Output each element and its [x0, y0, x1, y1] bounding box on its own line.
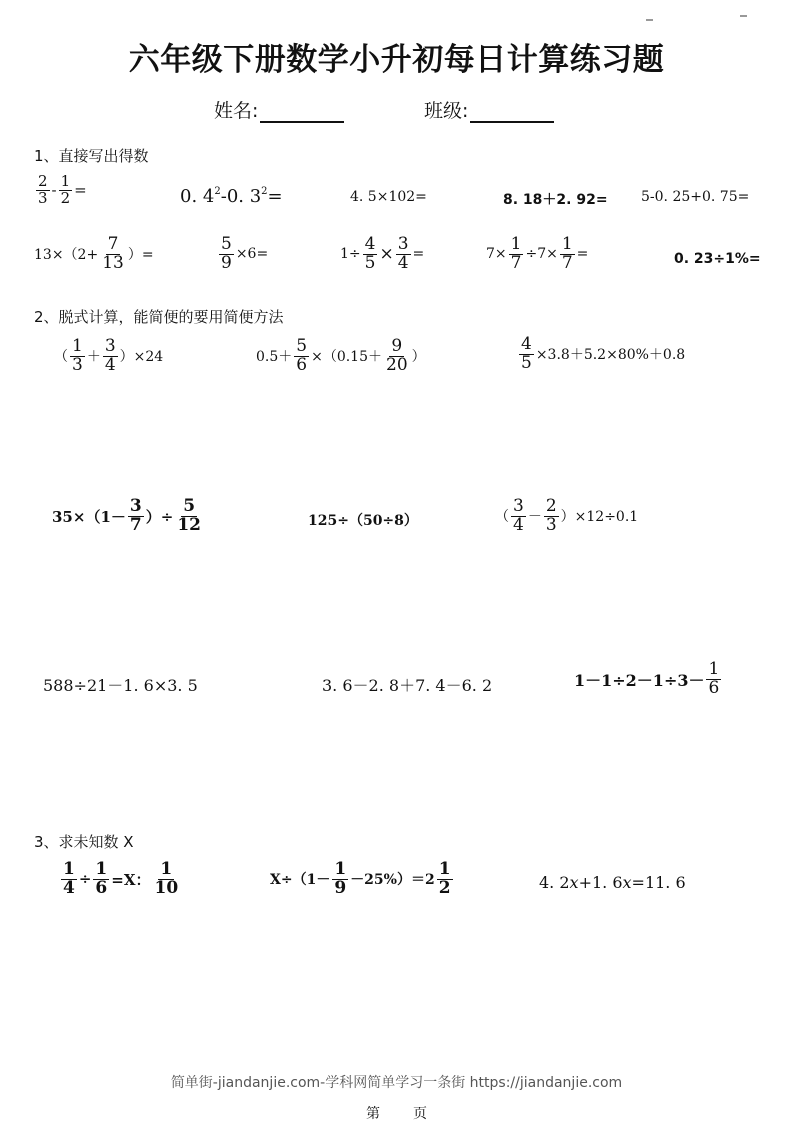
term: X÷（1－: [270, 872, 331, 889]
numerator: 1: [708, 659, 720, 679]
exercise-2-3: [517, 336, 685, 373]
term: 0.5＋: [256, 349, 293, 366]
class-label: 班级:: [424, 100, 469, 122]
term: ×（0.15＋: [311, 349, 382, 366]
denominator: 13: [102, 252, 124, 273]
exercise-1-7: [217, 236, 268, 273]
exponent: 2: [261, 186, 268, 197]
term: ×6=: [235, 246, 269, 263]
numerator: 4: [364, 234, 376, 254]
term: -0. 3: [220, 186, 262, 207]
term: 7×: [486, 246, 507, 263]
exercise-3-3: [539, 873, 686, 892]
numerator: 1: [95, 859, 108, 879]
denominator: 10: [154, 877, 179, 898]
section-heading-1: 1、直接写出得数: [34, 147, 149, 165]
term: 35×（1－: [52, 507, 126, 526]
equals: =: [412, 246, 425, 263]
term: 0. 4: [180, 186, 215, 207]
numerator: 1: [510, 234, 522, 254]
equals: =: [74, 181, 87, 200]
exercise-1-8: [340, 236, 424, 273]
variable: x: [622, 873, 632, 892]
operator: ＋: [86, 349, 101, 366]
exercise-2-5: 125÷（50÷8）: [308, 513, 418, 529]
class-field: [424, 96, 554, 123]
denominator: 3: [38, 188, 48, 207]
term: ）×24: [119, 349, 164, 366]
term: （: [495, 509, 509, 526]
numerator: 5: [221, 234, 232, 254]
numerator: 1: [561, 234, 573, 254]
exercise-2-1: [54, 338, 163, 375]
numerator: 1: [72, 336, 83, 356]
exercise-2-2: [256, 338, 426, 375]
numerator: 5: [183, 496, 196, 516]
exercise-2-4: [52, 498, 205, 535]
numerator: 1: [160, 859, 173, 879]
term: =11. 6: [631, 873, 686, 892]
numerator: 3: [513, 496, 524, 516]
name-field: [214, 96, 344, 123]
denominator: 20: [386, 354, 408, 375]
exercise-1-9: [486, 236, 588, 273]
denominator: 4: [63, 877, 75, 898]
exercise-3-1: [59, 861, 182, 898]
term: =X：: [111, 870, 151, 889]
scan-mark: [646, 19, 653, 21]
numerator: 1: [438, 859, 451, 879]
exercise-1-5: 5-0. 25+0. 75=: [641, 189, 750, 205]
scan-mark: [740, 15, 747, 17]
numerator: 3: [397, 234, 409, 254]
operator: ÷: [78, 870, 92, 889]
section-heading-3: 3、求未知数 X: [34, 833, 134, 851]
exercise-2-7: 588÷21－1. 6×3. 5: [43, 676, 198, 695]
numerator: 4: [521, 334, 532, 354]
denominator: 7: [129, 514, 142, 535]
numerator: 1: [334, 859, 347, 879]
term: －25%）＝2: [350, 872, 435, 889]
variable: x: [569, 873, 579, 892]
numerator: 1: [60, 172, 71, 190]
denominator: 12: [177, 514, 201, 535]
term: 13×（2+: [34, 247, 99, 264]
exercise-1-1: [34, 174, 87, 207]
term: ）: [411, 349, 426, 366]
footer-text: 简单街-jiandanjie.com-学科网简单学习一条街 https://jiandanjie.com: [170, 1075, 623, 1091]
operator: －: [527, 509, 542, 526]
exercise-1-4: 8. 18＋2. 92=: [503, 192, 608, 208]
term: ）÷: [145, 507, 174, 526]
numerator: 2: [545, 496, 557, 516]
exercise-2-9: [574, 661, 723, 698]
term: 1－1÷2－1÷3－: [574, 670, 705, 690]
denominator: 4: [104, 354, 116, 375]
term: （: [54, 349, 68, 366]
numerator: 2: [38, 172, 48, 190]
page-label-start: 第: [366, 1106, 380, 1122]
numerator: 3: [104, 336, 116, 356]
name-label: 姓名:: [214, 100, 259, 122]
term: ）=: [127, 247, 154, 264]
denominator: 2: [60, 188, 71, 207]
equals: =: [267, 186, 283, 207]
term: 4. 2: [539, 873, 570, 892]
numerator: 7: [107, 234, 119, 254]
denominator: 6: [95, 877, 108, 898]
exponent: 2: [214, 186, 221, 197]
term: 1÷: [340, 246, 361, 263]
exercise-1-3: 4. 5×102=: [350, 189, 427, 205]
operator: ÷7×: [525, 246, 558, 263]
denominator: 7: [510, 252, 522, 273]
denominator: 7: [561, 252, 573, 273]
denominator: 4: [397, 252, 409, 273]
numerator: 5: [296, 336, 308, 356]
denominator: 3: [72, 354, 83, 375]
denominator: 6: [708, 677, 720, 698]
operator: -: [51, 181, 57, 200]
name-blank: [260, 104, 344, 123]
exercise-1-2: [180, 186, 283, 207]
numerator: 3: [129, 496, 142, 516]
equals: =: [576, 246, 589, 263]
denominator: 4: [513, 514, 524, 535]
denominator: 5: [521, 352, 532, 373]
exercise-2-8: 3. 6－2. 8＋7. 4－6. 2: [322, 676, 493, 695]
page-label-end: 页: [413, 1106, 427, 1122]
numerator: 9: [391, 336, 403, 356]
denominator: 2: [438, 877, 451, 898]
denominator: 6: [296, 354, 308, 375]
class-blank: [470, 104, 554, 123]
operator: ×: [379, 244, 394, 265]
term: ×3.8＋5.2×80%＋0.8: [535, 347, 686, 364]
exercise-1-6: [34, 236, 154, 273]
denominator: 9: [334, 877, 347, 898]
denominator: 9: [221, 252, 232, 273]
denominator: 5: [364, 252, 376, 273]
exercise-1-10: 0. 23÷1%=: [674, 251, 761, 267]
denominator: 3: [545, 514, 557, 535]
exercise-2-6: [495, 498, 638, 535]
page-title: 六年级下册数学小升初每日计算练习题: [128, 42, 665, 78]
numerator: 1: [63, 859, 75, 879]
exercise-3-2: [270, 861, 455, 898]
section-heading-2: 2、脱式计算，能简便的要用简便方法: [34, 308, 284, 326]
term: +1. 6: [578, 873, 623, 892]
term: ）×12÷0.1: [560, 509, 639, 526]
